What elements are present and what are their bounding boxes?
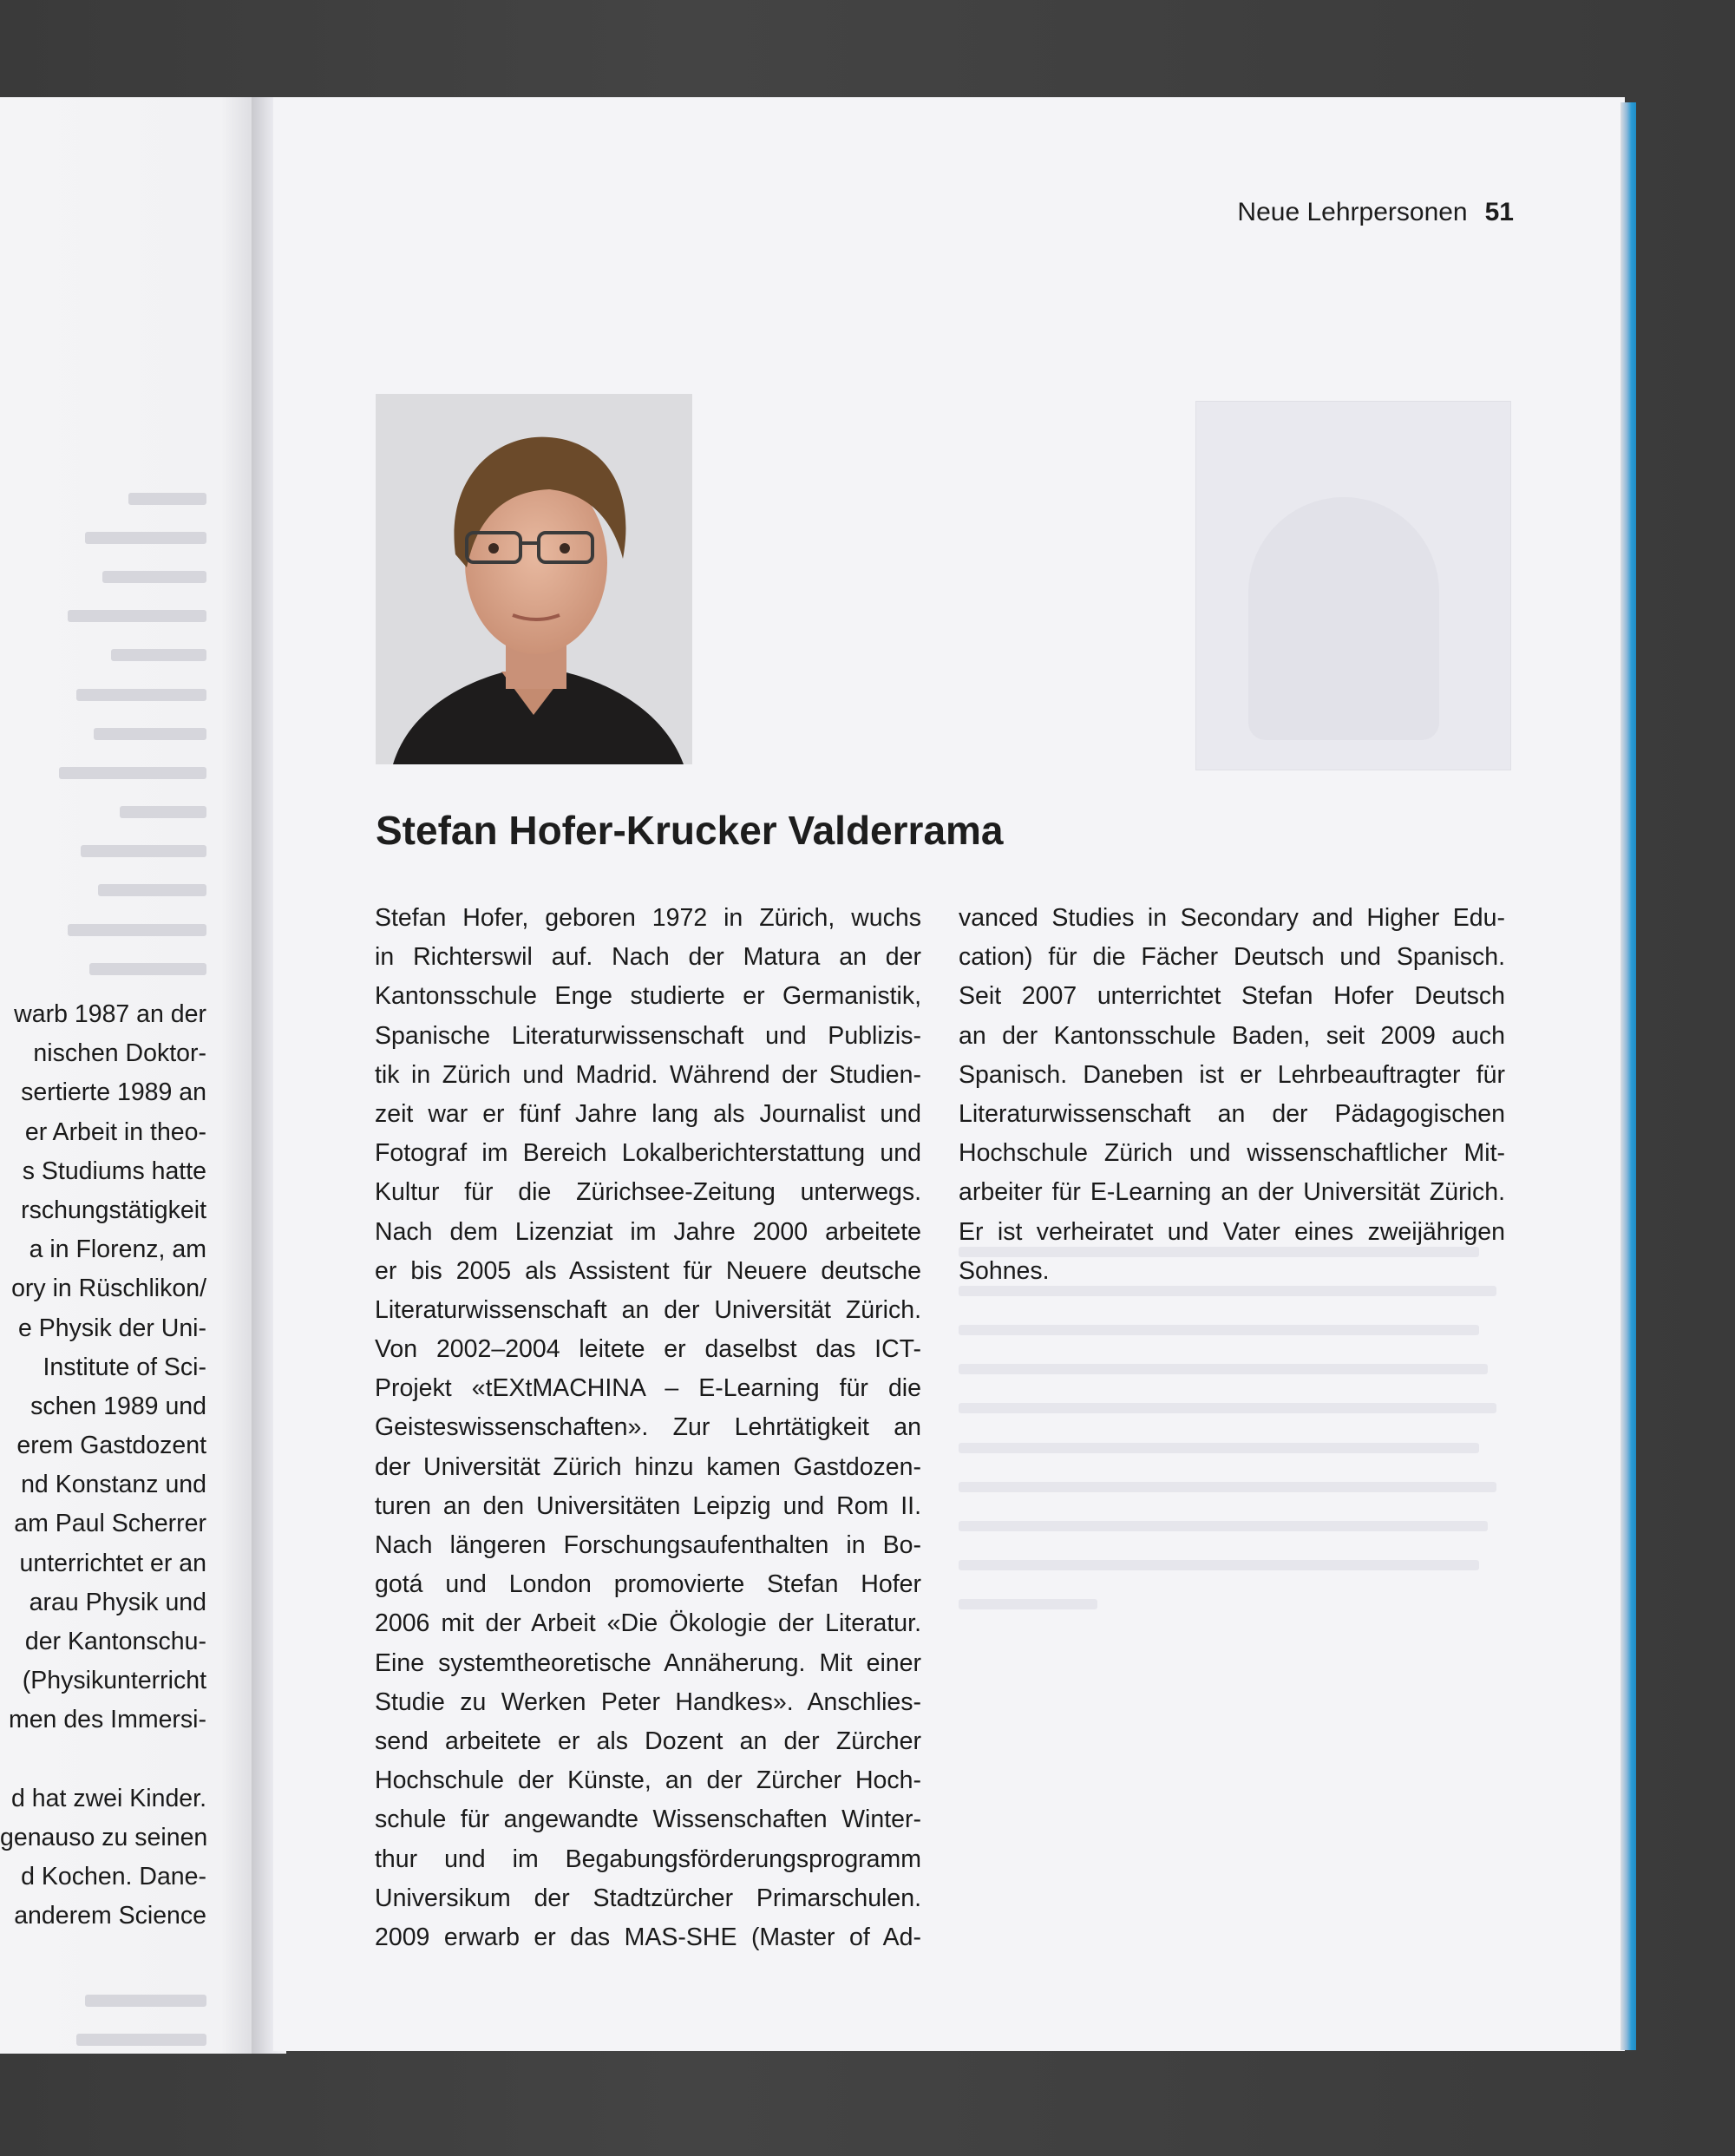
bio-line: turen an den Universitäten Leipzig und Rom II. — [375, 1491, 921, 1520]
left-line: Institute of Sci- — [43, 1353, 206, 1381]
bio-line: gotá und London promovierte Stefan Hofer — [375, 1570, 921, 1599]
left-line: s Studiums hatte — [22, 1157, 206, 1185]
bio-line: Projekt «tEXtMACHINA – E-Learning für die — [375, 1374, 921, 1403]
left-page — [0, 97, 260, 2054]
bio-line: Literaturwissenschaft an der Universität Zürich. — [375, 1295, 921, 1324]
left-line: sertierte 1989 an — [21, 1078, 206, 1107]
left-line: schen 1989 und — [30, 1392, 206, 1420]
running-header — [1237, 198, 1514, 227]
bio-line: der Universität Zürich hinzu kamen Gastdozen- — [375, 1452, 921, 1481]
bio-column-2 — [959, 899, 1505, 1291]
left-line: am Paul Scherrer — [14, 1510, 206, 1538]
bio-line: thur und im Begabungsförderungsprogramm — [375, 1845, 921, 1873]
bio-line: schule für angewandte Wissenschaften Winter- — [375, 1805, 921, 1834]
bio-line: Er ist verheiratet und Vater eines zweijährigen — [959, 1217, 1505, 1246]
left-line: arau Physik und — [29, 1588, 206, 1616]
bio-column-1 — [375, 899, 921, 1957]
left-line: rschungstätigkeit — [21, 1196, 206, 1224]
bio-line: Kantonsschule Enge studierte er Germanistik, — [375, 982, 921, 1011]
bio-line: Hochschule der Künste, an der Zürcher Hoch- — [375, 1766, 921, 1795]
left-line: warb 1987 an der — [14, 1000, 206, 1028]
left-line: anderem Science — [14, 1902, 206, 1930]
left-line: nischen Doktor- — [33, 1039, 206, 1068]
left-line: unterrichtet er an — [19, 1549, 206, 1577]
left-line: nd Konstanz und — [21, 1471, 206, 1499]
bio-line: Spanische Literaturwissenschaft und Publizis- — [375, 1021, 921, 1050]
bio-line: Stefan Hofer, geboren 1972 in Zürich, wuchs — [375, 904, 921, 932]
section-title: Neue Lehrpersonen — [1237, 198, 1468, 226]
bio-line: 2006 mit der Arbeit «Die Ökologie der Literatur. — [375, 1609, 921, 1638]
portrait-photo — [376, 394, 692, 764]
left-line: d hat zwei Kinder. — [11, 1784, 206, 1812]
bio-line: send arbeitete er als Dozent an der Zürcher — [375, 1727, 921, 1755]
bio-line: er bis 2005 als Assistent für Neuere deutsche — [375, 1256, 921, 1285]
bio-line: Sohnes. — [959, 1256, 1050, 1285]
page-number: 51 — [1484, 198, 1514, 226]
left-page-faded-text — [0, 1746, 206, 2054]
left-line: ory in Rüschlikon/ — [11, 1275, 206, 1303]
bio-line: vanced Studies in Secondary and Higher Edu- — [959, 904, 1505, 932]
person-name: Stefan Hofer-Krucker Valderrama — [376, 808, 1004, 853]
bio-line: tik in Zürich und Madrid. Während der Studien- — [375, 1060, 921, 1089]
left-line: men des Immersi- — [8, 1706, 206, 1734]
bio-line: Hochschule Zürich und wissenschaftlicher Mit- — [959, 1139, 1505, 1168]
bio-line: Nach längeren Forschungsaufenthalten in Bo- — [375, 1531, 921, 1559]
left-line: d Kochen. Dane- — [21, 1863, 206, 1891]
bio-line: Fotograf im Bereich Lokalberichterstattung und — [375, 1139, 921, 1168]
bio-line: cation) für die Fächer Deutsch und Spanisch. — [959, 943, 1505, 972]
bio-line: Seit 2007 unterrichtet Stefan Hofer Deutsch — [959, 982, 1505, 1011]
portrait-illustration — [376, 394, 692, 764]
left-line: genauso zu seinen — [0, 1823, 208, 1851]
left-line: e Physik der Uni- — [18, 1314, 206, 1342]
bio-line: in Richterswil auf. Nach der Matura an der — [375, 943, 921, 972]
bio-line: Kultur für die Zürichsee-Zeitung unterwegs. — [375, 1178, 921, 1207]
left-line: a in Florenz, am — [29, 1235, 206, 1264]
bio-line: an der Kantonsschule Baden, seit 2009 auch — [959, 1021, 1505, 1050]
bio-line: Literaturwissenschaft an der Pädagogischen — [959, 1099, 1505, 1128]
bio-line: Studie zu Werken Peter Handkes». Anschlies- — [375, 1687, 921, 1716]
bio-line: Eine systemtheoretische Annäherung. Mit einer — [375, 1648, 921, 1677]
left-line: erem Gastdozent — [16, 1432, 206, 1460]
page-edge — [1620, 102, 1636, 2050]
bio-line: Geisteswissenschaften». Zur Lehrtätigkeit an — [375, 1413, 921, 1442]
bio-line: Universikum der Stadtzürcher Primarschulen. — [375, 1884, 921, 1912]
bio-line: arbeiter für E-Learning an der Universität Zürich. — [959, 1178, 1505, 1207]
left-line: (Physikunterricht — [22, 1667, 206, 1695]
bio-line: Nach dem Lizenziat im Jahre 2000 arbeitete — [375, 1217, 921, 1246]
left-page-faded-text — [0, 479, 206, 988]
show-through-photo — [1195, 401, 1511, 770]
bio-line: zeit war er fünf Jahre lang als Journalist und — [375, 1099, 921, 1128]
bio-line: Spanisch. Daneben ist er Lehrbeauftragter für — [959, 1060, 1505, 1089]
bio-line: Von 2002–2004 leitete er daselbst das ICT- — [375, 1335, 921, 1364]
left-line: der Kantonschu- — [24, 1628, 206, 1655]
left-line: er Arbeit in theo- — [24, 1117, 206, 1146]
bio-line: 2009 erwarb er das MAS-SHE (Master of Ad- — [375, 1923, 921, 1951]
